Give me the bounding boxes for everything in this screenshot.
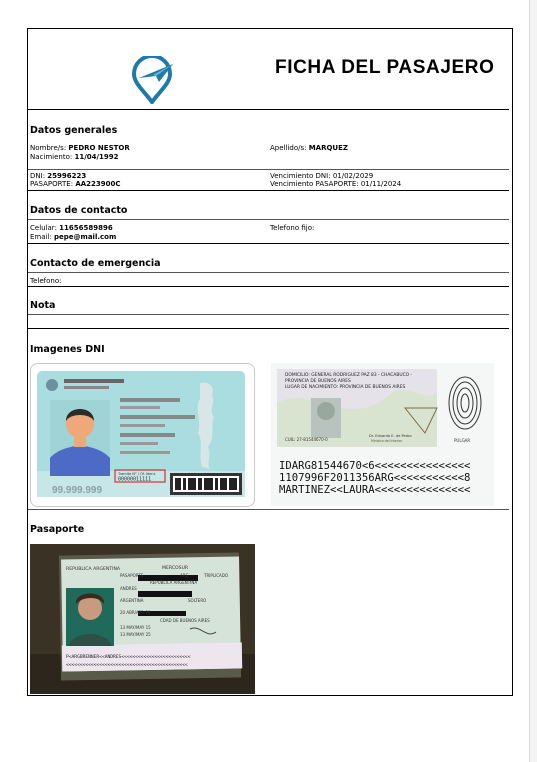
divider (28, 314, 509, 315)
email-row (30, 233, 116, 241)
divider (28, 328, 509, 329)
pasaporte-label: PASAPORTE: (30, 180, 74, 188)
celular-value: 11656589896 (59, 224, 113, 232)
section-heading-pasaporte: Pasaporte (30, 524, 85, 535)
dni-front-image (30, 363, 255, 507)
nacimiento-row (30, 153, 119, 161)
divider (28, 243, 509, 244)
divider (28, 219, 509, 220)
telefono-fijo-row (270, 224, 314, 232)
pasaporte-row (30, 180, 121, 188)
dni-value: 25996223 (47, 172, 87, 180)
venc-pasaporte-row (270, 180, 401, 188)
celular-label: Celular: (30, 224, 57, 232)
passport-header-right: MERCOSUR (162, 566, 189, 571)
nombre-value: PEDRO NESTOR (68, 144, 130, 152)
passport-header-left: REPUBLICA ARGENTINA (66, 567, 121, 572)
dni-back-cuil: CUIL: 27-81544670-0 (285, 437, 328, 442)
nacimiento-label: Nacimiento: (30, 153, 73, 161)
passport-mrz-line-1: P<ARGBRENNER<<ANDRES<<<<<<<<<<<<<<<<<<<<<<<<< (66, 655, 191, 660)
dni-mrz-line-3: MARTINEZ<<LAURA<<<<<<<<<<<<<<< (279, 484, 471, 496)
passport-field-9: CDAD DE BUENOS AIRES (160, 618, 210, 623)
dni-tramite-value: 00000011111 (118, 476, 152, 483)
page-title: FICHA DEL PASAJERO (275, 57, 495, 78)
venc-dni-label: Vencimiento DNI: (270, 172, 331, 180)
dni-back-provincia: PROVINCIA DE BUENOS AIRES (285, 379, 351, 384)
passport-field-7: REPUBLICA ARGENTINA (150, 580, 198, 585)
dni-back-ministro: Ministro del Interior (371, 439, 403, 443)
dni-back-pulgar: PULGAR (454, 438, 471, 443)
nombre-label: Nombre/s: (30, 144, 67, 152)
dni-back-image (271, 363, 494, 506)
divider (28, 509, 509, 510)
venc-pasaporte-label: Vencimiento PASAPORTE: (270, 180, 359, 188)
pasaporte-value: AA223900C (75, 180, 121, 188)
dni-back-firma: Dr. Eduardo E. de Pedro (369, 434, 412, 438)
email-value: pepe@mail.com (54, 233, 117, 241)
passport-field-11: 13 MAY/MAY 25 (120, 632, 151, 637)
emergencia-telefono-label: Telefono: (30, 277, 62, 285)
section-heading-emergencia: Contacto de emergencia (30, 258, 161, 269)
dni-back-domicilio: DOMICILIO: GENERAL RODRIGUEZ PAZ 83 - CHACABUCO - (285, 373, 413, 378)
dni-tramite-label: Tramite N° / Of. Ident. (118, 472, 157, 476)
apellido-row (270, 144, 348, 152)
nombre-row (30, 144, 130, 152)
divider (28, 190, 509, 191)
venc-dni-value: 01/02/2029 (332, 172, 374, 180)
venc-dni-row (270, 172, 373, 180)
dni-mrz-line-2: 1107996F2011356ARG<<<<<<<<<<<8 (279, 472, 471, 484)
apellido-label: Apellido/s: (270, 144, 307, 152)
divider (28, 169, 509, 170)
divider (28, 109, 509, 110)
venc-pasaporte-value: 01/11/2024 (360, 180, 402, 188)
passport-photo-image (30, 544, 255, 694)
celular-row (30, 224, 113, 232)
divider (28, 272, 509, 273)
emergencia-telefono-row (30, 277, 61, 285)
dni-row (30, 172, 86, 180)
plane-location-logo-icon (129, 56, 175, 104)
section-heading-nota: Nota (30, 300, 56, 311)
passport-field-10: 13 MAY/MAY 15 (120, 625, 151, 630)
telefono-fijo-label: Telefono fijo: (270, 224, 315, 232)
passport-field-3: TRIPLICADO (204, 573, 228, 578)
passport-field-8: 20 ABR/APR 98 (120, 610, 151, 615)
dni-label: DNI: (30, 172, 46, 180)
passport-field-6: SOLTERO (188, 598, 207, 603)
divider (28, 286, 509, 287)
dni-back-lugar: LUGAR DE NACIMIENTO: PROVINCIA DE BUENOS AIRES (285, 385, 406, 390)
apellido-value: MARQUEZ (308, 144, 348, 152)
section-heading-imagenes: Imagenes DNI (30, 344, 105, 355)
passport-field-2: ARG (180, 573, 189, 578)
passport-field-4: ANDRES (120, 586, 137, 591)
passport-field-1: PASAPORTE (120, 573, 144, 578)
section-heading-general: Datos generales (30, 125, 118, 136)
dni-front-number: 99.999.999 (52, 485, 103, 496)
passport-mrz-line-2: <<<<<<<<<<<<<<<<<<<<<<<<<<<<<<<<<<<<<<<<<<<< (66, 663, 188, 668)
email-label: Email: (30, 233, 52, 241)
section-heading-contacto: Datos de contacto (30, 205, 128, 216)
dni-mrz-line-1: IDARG81544670<6<<<<<<<<<<<<<<< (279, 460, 471, 472)
nacimiento-value: 11/04/1992 (74, 153, 119, 161)
passport-field-5: ARGENTINA (120, 598, 144, 603)
